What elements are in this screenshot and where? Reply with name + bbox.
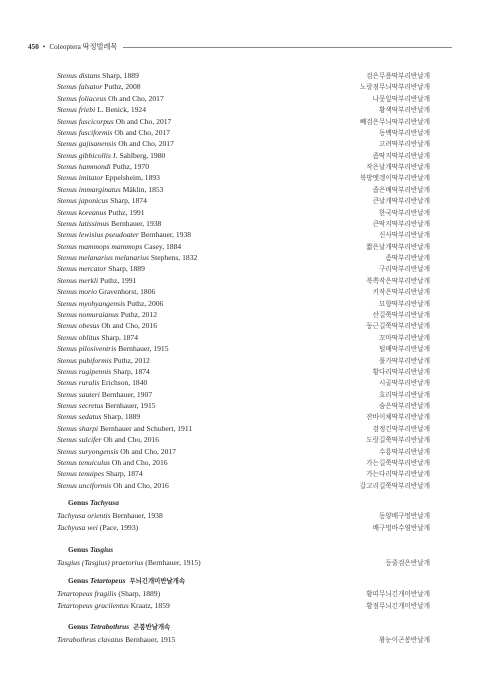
genus-heading [68,498,119,509]
korean-name: 가는길쭉딱부리반날개 [366,458,430,467]
species-epithet: (Tasgius) praetorius [81,558,144,567]
species-row [57,298,430,309]
species-epithet: mammops mammops [78,241,143,251]
species-epithet: falsator [78,82,103,92]
species-name [57,601,170,610]
species-row [57,366,430,377]
genus-name: Stenus [57,71,77,80]
species-row [57,434,430,445]
korean-name: 검정긴딱부리반날개 [372,424,430,433]
species-name [57,390,152,399]
species-epithet: sedatus [78,412,102,422]
genus-heading [68,576,185,587]
korean-name: 좀딱지딱부리반날개 [372,151,430,160]
genus-name: Stenus [57,139,77,149]
species-epithet: sulcifer [78,435,102,445]
species-epithet: secretus [78,401,104,411]
species-epithet: morio [78,287,97,297]
species-author: Oh and Cho, 2017 [108,93,164,103]
species-row [57,480,430,491]
species-name [57,242,181,251]
genus-name: Stenus [57,127,77,137]
korean-name: 둥근길쭉딱부리반날개 [366,322,430,331]
species-name [57,344,169,353]
species-author: Bernhauer, 1915 [105,401,156,411]
species-epithet: gibbicollis [78,150,111,160]
species-author: Oh and Cho, 2017 [114,127,171,137]
species-author: Sharp, 1874 [110,196,147,206]
korean-name: 황점무늬긴개미반날개 [366,602,430,610]
genus-name: Stenus [57,275,77,285]
species-row [57,355,430,366]
genus-name: Stenus [57,241,77,251]
species-name [57,230,191,239]
genus-name: Stenus [57,446,77,456]
species-name [57,435,159,444]
species-row [57,184,430,195]
genus-heading-name: Tachyusa [90,498,119,507]
genus-name: Tetrabothrus [57,635,96,644]
species-epithet: orientis [87,511,111,520]
header-rule [123,47,452,48]
species-author: Puthz, 1970 [112,162,149,172]
species-row [57,116,430,127]
genus-name: Tetartopeus [57,589,93,598]
genus-name: Stenus [57,162,77,172]
korean-name: 등줄검은반날개 [385,559,430,567]
species-epithet: gracilentus [94,601,129,610]
species-name [57,333,138,342]
genus-name: Stenus [57,389,77,399]
species-row [57,93,430,104]
genus-name: Tachyusa [57,523,86,532]
genus-name: Stenus [57,469,77,479]
species-name [57,117,171,126]
species-epithet: unciformis [78,480,112,490]
korean-name: 좀딱부리반날개 [385,254,430,263]
korean-name: 좁은배딱부리반날개 [372,185,430,194]
korean-name: 동백딱부리반날개 [379,128,430,137]
korean-name: 가는다리딱부리반날개 [366,470,430,479]
species-epithet: obesus [78,321,100,331]
page-number: 450 [28,43,39,51]
genus-name: Stenus [57,287,77,297]
korean-name: 시골딱부리반날개 [379,379,430,388]
korean-name: 검은무릎딱부리반날개 [366,72,430,80]
species-row [57,286,430,297]
species-name [57,128,170,137]
korean-name: 키작은딱부리반날개 [372,288,430,297]
korean-name: 북쪽작은딱부리반날개 [366,276,430,285]
korean-name: 작은날개딱부리반날개 [366,163,430,172]
species-epithet: nomuraianus [78,309,119,319]
genus-korean: 곤봉반날개속 [133,623,171,631]
species-epithet: lewisius pseudoater [78,230,139,240]
species-epithet: fragilis [94,589,117,598]
species-row [57,400,430,411]
species-row [57,195,430,206]
species-name [57,276,136,285]
species-row [57,332,430,343]
species-name [57,401,156,410]
korean-name: 동양배구멍반날개 [379,512,430,520]
species-name [57,151,165,160]
genus-name: Tachyusa [57,511,86,520]
species-name [57,481,169,490]
species-name [57,310,157,319]
genus-name: Stenus [57,173,77,183]
genus-name: Stenus [57,298,77,308]
species-epithet: myohyangensis [78,298,126,308]
species-name [57,469,143,478]
species-row [57,343,430,354]
species-row [57,634,430,645]
korean-name: 배구멍바수염반날개 [372,524,430,532]
korean-name: 털배딱부리반날개 [379,345,430,354]
species-author: Sharp, 1889 [103,412,141,422]
korean-name: 황다리딱부리반날개 [372,367,430,376]
species-epithet: gajisanensis [78,139,117,149]
genus-name: Stenus [57,116,77,126]
species-name [57,196,147,205]
species-row [57,218,430,229]
species-row [57,161,430,172]
genus-name: Stenus [57,105,77,115]
species-name [57,264,145,273]
species-epithet: tenuipes [78,469,105,479]
species-name [57,173,160,182]
species-name [57,94,164,103]
genus-heading [68,545,113,556]
species-name [57,287,155,296]
species-epithet: fuscicorpus [78,116,114,126]
species-name [57,139,174,148]
species-name [57,219,161,228]
species-author: (Pace, 1993) [99,523,139,532]
species-name [57,253,197,262]
korean-name: 왕눈이곤봉반날개 [379,636,430,644]
species-name [57,558,201,567]
species-author: (Sharp, 1889) [118,589,161,598]
species-epithet: ruralis [78,378,100,388]
species-row [57,150,430,161]
species-row [57,411,430,422]
genus-name: Stenus [57,423,77,433]
genus-prefix: Genus [68,622,89,631]
species-author: Bernhauer and Schubert, 1911 [100,423,193,433]
korean-name: 수룡딱부리반날개 [379,447,430,456]
genus-name: Stenus [57,218,77,228]
species-author: Kraatz, 1859 [130,601,170,610]
korean-name: 짧은날개딱부리반날개 [366,242,430,251]
species-name [57,185,163,194]
species-author: Bernhauer, 1938 [140,230,192,240]
genus-name: Stenus [57,344,77,354]
species-author: Bernhauer, 1938 [112,511,163,520]
species-row [57,320,430,331]
genus-heading [68,622,170,633]
species-row [57,309,430,320]
species-author: Sharp, 1874 [101,332,139,342]
species-epithet: distans [78,71,101,80]
species-name [57,82,141,91]
genus-name: Tetartopeus [57,601,93,610]
korean-name: 갈고리길쭉딱부리반날개 [359,481,430,490]
species-author: Oh and Cho, 2016 [113,480,169,490]
species-row [57,207,430,218]
genus-name: Stenus [57,264,77,274]
korean-name: 고려딱부리반날개 [379,140,430,149]
species-epithet: rugipennis [78,366,112,376]
korean-name: 풀가딱부리반날개 [379,356,430,365]
species-author: (Bernhauer, 1915) [145,558,201,567]
species-epithet: hammondi [78,162,111,172]
species-row [57,172,430,183]
genus-name: Stenus [57,480,77,490]
species-epithet: immarginatus [78,184,121,194]
genus-korean: 무늬긴개미반날개속 [129,577,186,585]
genus-prefix: Genus [68,498,89,507]
species-row [57,104,430,115]
species-row [57,457,430,468]
korean-name: 잔바이체딱부리반날개 [366,413,430,422]
genus-name: Stenus [57,378,77,388]
species-row [57,70,430,81]
species-row [57,275,430,286]
species-row [57,138,430,149]
genus-heading-name: Tetrabothrus [90,622,130,631]
species-author: Puthz, 2008 [104,82,141,92]
species-author: J. Sahlberg, 1980 [112,150,166,160]
genus-name: Stenus [57,93,77,103]
korean-name: 빼검은무늬딱부리반날개 [359,117,430,126]
species-row [57,468,430,479]
korean-name: 산길쭉딱부리반날개 [372,310,430,319]
species-name [57,511,163,520]
species-epithet: merkli [78,275,99,285]
korean-name: 노랑점무늬딱부리반날개 [359,83,430,92]
species-author: Puthz, 2006 [127,298,164,308]
species-name [57,635,175,644]
species-author: L. Benick, 1924 [97,105,147,115]
genus-name: Tasgius [57,558,80,567]
species-author: Oh and Cho, 2016 [103,435,160,445]
species-author: Bernhauer, 1915 [125,635,176,644]
species-author: Sharp, 1889 [102,71,139,80]
genus-name: Stenus [57,207,77,217]
species-epithet: sauteri [78,389,100,399]
korean-name: 북방멧갱이딱부리반날개 [359,174,430,183]
species-epithet: pubiformis [78,355,112,365]
species-name [57,589,160,598]
species-epithet: suryongensis [78,446,119,456]
species-epithet: latissimus [78,218,110,228]
genus-name: Stenus [57,401,77,411]
genus-prefix: Genus [68,576,89,585]
species-epithet: fusciformis [78,127,113,137]
species-author: Puthz, 1991 [108,207,145,217]
species-author: Puthz, 2012 [120,309,158,319]
species-author: Oh and Cho, 2016 [111,457,168,467]
species-author: Bernhauer, 1938 [111,218,162,228]
korean-name: 황띠무늬긴개미반날개 [366,590,430,598]
genus-name: Stenus [57,321,77,331]
species-name [57,458,168,467]
genus-name: Stenus [57,253,77,263]
species-epithet: imitator [78,173,104,183]
species-epithet: friebi [78,105,96,115]
genus-heading-name: Tetartopeus [90,576,126,585]
genus-prefix: Genus [68,545,89,554]
genus-name: Stenus [57,309,77,319]
species-author: Sharp, 1874 [105,469,143,479]
species-author: Bernhauer, 1907 [101,389,153,399]
species-row [57,510,430,521]
korean-name: 신사딱부리반날개 [379,231,430,240]
species-author: Oh and Cho, 2017 [115,116,172,126]
species-epithet: mercator [78,264,107,274]
species-epithet: oblitus [78,332,100,342]
species-row [57,389,430,400]
species-author: Puthz, 1991 [100,275,137,285]
species-author: Erichson, 1840 [101,378,148,388]
species-name [57,523,138,532]
species-row [57,252,430,263]
species-row [57,423,430,434]
genus-name: Stenus [57,366,77,376]
korean-name: 한국딱부리반날개 [379,208,430,217]
korean-name: 큰딱지딱부리반날개 [372,219,430,228]
species-row [57,127,430,138]
genus-name: Stenus [57,412,77,422]
species-row [57,241,430,252]
species-name [57,299,163,308]
genus-name: Stenus [57,355,77,365]
species-author: Puthz, 2012 [113,355,150,365]
species-name [57,71,139,80]
species-author: Mäklin, 1853 [122,184,164,194]
species-row [57,588,430,599]
species-name [57,447,176,456]
species-author: Bernhauer, 1915 [118,344,169,354]
species-author: Oh and Cho, 2016 [101,321,157,331]
species-name [57,208,145,217]
korean-name: 구리딱부리반날개 [379,265,430,274]
species-name [57,424,192,433]
species-row [57,377,430,388]
species-epithet: japonicus [78,196,109,206]
species-author: Casey, 1884 [144,241,182,251]
species-epithet: clavatus [97,635,124,644]
species-epithet: pilosiventris [78,344,117,354]
genus-name: Stenus [57,230,77,240]
species-name [57,412,140,421]
species-row [57,600,430,611]
species-epithet: koreanus [78,207,107,217]
species-author: Oh and Cho, 2017 [118,139,174,149]
species-row [57,557,430,568]
korean-name: 황색딱부리반날개 [379,106,430,115]
genus-name: Stenus [57,435,77,445]
korean-name: 큰날개딱부리반날개 [372,197,430,206]
korean-name: 숨은딱부리반날개 [379,402,430,411]
species-name [57,162,149,171]
species-row [57,229,430,240]
genus-name: Stenus [57,82,77,92]
header-separator: • [42,43,46,51]
species-row [57,81,430,92]
species-author: Gravenhorst, 1806 [98,287,156,297]
korean-name: 도랑길쭉딱부리반날개 [366,436,430,445]
species-author: Sharp, 1874 [113,366,150,376]
species-name [57,321,157,330]
genus-name: Stenus [57,457,77,467]
species-epithet: sharpi [78,423,99,433]
genus-name: Stenus [57,332,77,342]
species-name [57,105,146,114]
species-author: Eppelsheim, 1893 [105,173,160,183]
species-epithet: tenuiculus [78,457,110,467]
species-row [57,263,430,274]
species-row [57,522,430,533]
genus-name: Stenus [57,150,77,160]
species-epithet: foliaceus [78,93,107,103]
korean-name: 묘향딱부리반날개 [379,299,430,308]
species-name [57,367,150,376]
genus-name: Stenus [57,184,77,194]
species-name [57,356,150,365]
korean-name: 꼬마딱부리반날개 [379,333,430,342]
species-name [57,378,147,387]
species-author: Oh and Cho, 2017 [120,446,176,456]
species-author: Sharp, 1889 [108,264,145,274]
korean-name: 나뭇잎딱부리반날개 [372,94,430,103]
page-header [28,41,452,53]
genus-name: Stenus [57,196,77,206]
species-epithet: melanarius melanarius [78,253,149,263]
species-epithet: wei [87,523,98,532]
running-title: Coleoptera 딱정벌레목 [49,43,118,51]
species-row [57,446,430,457]
genus-heading-name: Tasgius [90,545,114,554]
korean-name: 호리딱부리반날개 [379,390,430,399]
species-author: Stephens, 1832 [150,253,198,263]
